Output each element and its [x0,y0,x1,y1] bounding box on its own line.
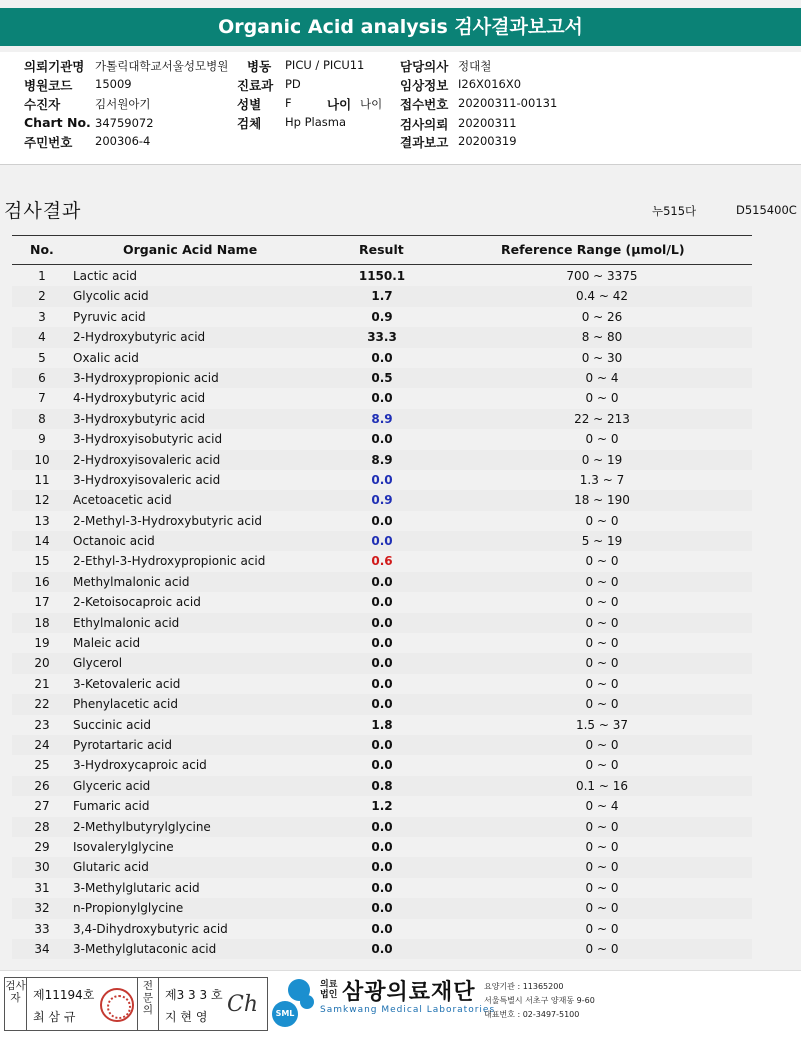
table-row [12,348,752,368]
cell-result: 0.0 [371,391,393,406]
table-row [12,613,752,633]
cell-no: 7 [38,391,46,406]
cell-no: 20 [34,656,50,671]
header-result: Result [359,242,404,257]
cell-reference-range: 0 ~ 0 [585,758,619,773]
cell-no: 27 [34,799,50,814]
cell-result: 33.3 [367,330,397,345]
cell-no: 33 [34,921,50,936]
cell-no: 18 [34,615,50,630]
cell-no: 2 [38,289,46,304]
cell-reference-range: 0 ~ 0 [585,513,619,528]
request-date-label: 검사의뢰 [400,117,449,132]
table-row [12,592,752,612]
cell-result: 0.0 [371,636,393,651]
institution-label: 의뢰기관명 [24,59,85,74]
table-row [12,755,752,775]
cell-result: 0.0 [371,350,393,365]
age-value: 나이 [360,97,383,111]
specialist-license-no: 제3 3 3 호 [165,988,223,1002]
cell-acid-name: 3-Hydroxycaproic acid [73,758,207,773]
table-row [12,368,752,388]
table-row [12,450,752,470]
department-value: PD [285,77,301,91]
cell-acid-name: 2-Ketoisocaproic acid [73,595,201,610]
cell-no: 29 [34,839,50,854]
cell-result: 1150.1 [358,269,406,283]
result-date-label: 결과보고 [400,135,449,150]
header-no: No. [30,242,54,257]
test-code: D515400C [736,203,797,217]
cell-result: 0.0 [371,921,393,936]
table-row [12,898,752,918]
table-row [12,776,752,796]
cell-acid-name: 3-Ketovaleric acid [73,676,181,691]
department-label: 진료과 [237,78,274,93]
cell-no: 17 [34,595,50,610]
table-row [12,939,752,959]
cell-reference-range: 0 ~ 26 [581,309,623,324]
cell-reference-range: 22 ~ 213 [574,411,630,426]
official-seal-icon [100,988,134,1022]
cell-reference-range: 0 ~ 0 [585,574,619,589]
cell-result: 0.0 [371,839,393,854]
cell-acid-name: Pyrotartaric acid [73,737,172,752]
cell-acid-name: 3-Hydroxypropionic acid [73,370,219,385]
table-row [12,490,752,510]
cell-acid-name: Glyceric acid [73,778,151,793]
cell-reference-range: 0.4 ~ 42 [575,289,629,304]
organization-english-name: Samkwang Medical Laboratories [320,1005,496,1015]
clinical-info-label: 임상정보 [400,78,449,93]
footer [0,970,801,1041]
header-reference: Reference Range (μmol/L) [501,242,685,257]
cell-reference-range: 18 ~ 190 [574,493,630,508]
cell-reference-range: 5 ~ 19 [581,534,623,549]
cell-no: 32 [34,901,50,916]
specialist-label: 전문의 [137,978,159,1030]
tester-license-no: 제11194호 [33,988,95,1002]
cell-no: 9 [38,432,46,447]
cell-result: 0.0 [371,901,393,916]
cell-acid-name: 2-Hydroxybutyric acid [73,330,206,345]
cell-acid-name: Succinic acid [73,717,152,732]
doctor-value: 정대철 [458,59,492,73]
cell-reference-range: 1.3 ~ 7 [579,472,625,487]
organization-address: 서울특별시 서초구 양재동 9-60 [484,996,595,1005]
cell-result: 8.9 [371,452,393,467]
cell-reference-range: 0 ~ 0 [585,819,619,834]
cell-acid-name: Glycerol [73,656,123,671]
cell-acid-name: 2-Hydroxyisovaleric acid [73,452,221,467]
test-code-korean: 누515다 [652,204,697,218]
cell-acid-name: Pyruvic acid [73,309,146,324]
institution-value: 가톨릭대학교서울성모병원 [95,59,229,73]
cell-reference-range: 1.5 ~ 37 [575,717,629,732]
cell-reference-range: 0 ~ 0 [585,391,619,406]
ward-value: PICU / PICU11 [285,58,365,72]
cell-acid-name: 4-Hydroxybutyric acid [73,391,206,406]
specialist-signature: Ch [227,992,259,1017]
cell-no: 19 [34,636,50,651]
cell-result: 0.8 [371,778,393,793]
cell-no: 26 [34,778,50,793]
cell-result: 1.7 [371,289,393,304]
cell-acid-name: Lactic acid [73,269,137,283]
corporation-tag [320,980,337,1000]
cell-reference-range: 8 ~ 80 [581,330,623,345]
hospital-code-value: 15009 [95,77,132,91]
cell-reference-range: 0 ~ 0 [585,656,619,671]
cell-reference-range: 0 ~ 0 [585,676,619,691]
cell-reference-range: 0 ~ 0 [585,860,619,875]
sex-label: 성별 [237,97,262,112]
cell-result: 0.6 [371,554,393,569]
institution-code: 요양기관 : 11365200 [484,982,564,991]
cell-acid-name: Methylmalonic acid [73,574,190,589]
specialist-name: 지 현 영 [165,1010,208,1024]
cell-reference-range: 0 ~ 0 [585,432,619,447]
doctor-label: 담당의사 [400,59,449,74]
cell-reference-range: 700 ~ 3375 [566,269,638,283]
sex-value: F [285,96,292,110]
cell-reference-range: 0 ~ 0 [585,697,619,712]
cell-no: 3 [38,309,46,324]
cell-no: 30 [34,860,50,875]
organization-phone: 대표번호 : 02-3497-5100 [484,1010,580,1019]
cell-no: 12 [34,493,50,508]
cell-no: 16 [34,574,50,589]
table-row [12,857,752,877]
cell-acid-name: 3-Hydroxybutyric acid [73,411,206,426]
table-row [12,633,752,653]
signature-box [4,977,268,1031]
cell-reference-range: 0 ~ 0 [585,615,619,630]
cell-no: 6 [38,370,46,385]
patient-value: 김서원아기 [95,97,151,111]
clinical-info-value: I26X016X0 [458,77,522,91]
report-title: Organic Acid analysis 검사결과보고서 [0,8,801,46]
cell-no: 10 [34,452,50,467]
table-row [12,429,752,449]
table-row [12,878,752,898]
cell-reference-range: 0 ~ 4 [585,799,619,814]
cell-no: 23 [34,717,50,732]
table-row [12,653,752,673]
cell-acid-name: Glycolic acid [73,289,149,304]
cell-result: 1.2 [371,799,393,814]
results-table-body [12,266,752,959]
table-row [12,735,752,755]
cell-reference-range: 0 ~ 0 [585,554,619,569]
logo-mark-dot-icon [300,995,314,1009]
cell-result: 0.9 [371,309,393,324]
cell-result: 0.0 [371,819,393,834]
table-row [12,919,752,939]
corporation-tag-line2: 법인 [320,990,338,1000]
cell-acid-name: 3-Methylglutaconic acid [73,941,217,956]
table-row [12,837,752,857]
cell-acid-name: Fumaric acid [73,799,150,814]
ward-label: 병동 [247,59,272,74]
cell-acid-name: 2-Ethyl-3-Hydroxypropionic acid [73,554,266,569]
receipt-no-value: 20200311-00131 [458,96,558,110]
table-header [12,235,752,265]
resident-no-label: 주민번호 [24,135,73,150]
table-row [12,286,752,306]
logo-sml: SML [272,1001,298,1027]
table-row [12,694,752,714]
cell-result: 0.0 [371,513,393,528]
corporation-tag-line1: 의료 [320,980,338,990]
chart-no-value: 34759072 [95,116,154,130]
cell-acid-name: Isovalerylglycine [73,839,174,854]
cell-no: 34 [34,941,50,956]
cell-result: 0.0 [371,697,393,712]
cell-no: 22 [34,697,50,712]
cell-result: 0.0 [371,432,393,447]
cell-no: 28 [34,819,50,834]
cell-reference-range: 0 ~ 0 [585,636,619,651]
table-row [12,307,752,327]
cell-result: 0.0 [371,880,393,895]
specimen-label: 검체 [237,116,262,131]
table-row [12,715,752,735]
table-row [12,388,752,408]
resident-no-value: 200306-4 [95,134,151,148]
cell-result: 0.0 [371,676,393,691]
request-date-value: 20200311 [458,116,517,130]
cell-acid-name: 2-Methyl-3-Hydroxybutyric acid [73,513,262,528]
section-title: 검사결과 [4,200,82,222]
table-row [12,511,752,531]
age-label: 나이 [327,97,352,112]
cell-acid-name: 3-Hydroxyisobutyric acid [73,432,223,447]
cell-reference-range: 0 ~ 4 [585,370,619,385]
cell-reference-range: 0 ~ 30 [581,350,623,365]
hospital-code-label: 병원코드 [24,78,73,93]
cell-reference-range: 0 ~ 19 [581,452,623,467]
cell-result: 0.5 [371,370,393,385]
table-row [12,470,752,490]
cell-result: 0.0 [371,656,393,671]
cell-acid-name: Acetoacetic acid [73,493,172,508]
cell-result: 0.0 [371,758,393,773]
cell-acid-name: Oxalic acid [73,350,139,365]
chart-no-label: Chart No. [24,115,91,130]
cell-no: 24 [34,737,50,752]
organization-name: 삼광의료재단 [342,980,476,1005]
cell-acid-name: 3,4-Dihydroxybutyric acid [73,921,228,936]
cell-result: 0.0 [371,595,393,610]
cell-reference-range: 0 ~ 0 [585,941,619,956]
cell-acid-name: Octanoic acid [73,534,155,549]
cell-reference-range: 0 ~ 0 [585,839,619,854]
header-name: Organic Acid Name [123,242,258,257]
cell-result: 0.0 [371,860,393,875]
cell-reference-range: 0 ~ 0 [585,921,619,936]
cell-no: 11 [34,472,50,487]
cell-no: 5 [38,350,46,365]
cell-acid-name: Phenylacetic acid [73,697,178,712]
patient-info-panel [0,52,801,165]
cell-reference-range: 0 ~ 0 [585,595,619,610]
cell-acid-name: 3-Hydroxyisovaleric acid [73,472,221,487]
table-row [12,572,752,592]
cell-result: 0.0 [371,941,393,956]
cell-reference-range: 0 ~ 0 [585,737,619,752]
cell-no: 13 [34,513,50,528]
cell-acid-name: n-Propionylglycine [73,901,184,916]
cell-reference-range: 0.1 ~ 16 [575,778,629,793]
table-row [12,796,752,816]
cell-no: 4 [38,330,46,345]
table-row [12,266,752,286]
cell-result: 0.0 [371,615,393,630]
cell-no: 14 [34,534,50,549]
cell-no: 8 [38,411,46,426]
table-row [12,674,752,694]
cell-reference-range: 0 ~ 0 [585,880,619,895]
cell-reference-range: 0 ~ 0 [585,901,619,916]
cell-result: 0.0 [371,737,393,752]
cell-result: 1.8 [371,717,393,732]
cell-no: 31 [34,880,50,895]
cell-no: 15 [34,554,50,569]
result-date-value: 20200319 [458,134,517,148]
table-row [12,409,752,429]
cell-result: 0.9 [371,493,393,508]
cell-acid-name: Glutaric acid [73,860,149,875]
cell-acid-name: Maleic acid [73,636,141,651]
specimen-value: Hp Plasma [285,115,347,129]
tester-name: 최 삼 규 [33,1010,76,1024]
cell-acid-name: 2-Methylbutyrylglycine [73,819,211,834]
tester-label: 검사자 [5,978,27,1030]
receipt-no-label: 접수번호 [400,97,449,112]
cell-result: 8.9 [371,411,393,426]
table-row [12,551,752,571]
cell-result: 0.0 [371,472,393,487]
patient-label: 수진자 [24,97,61,112]
cell-no: 25 [34,758,50,773]
cell-acid-name: Ethylmalonic acid [73,615,180,630]
cell-no: 1 [38,269,46,283]
table-row [12,531,752,551]
table-row [12,817,752,837]
cell-no: 21 [34,676,50,691]
cell-result: 0.0 [371,574,393,589]
table-row [12,327,752,347]
cell-result: 0.0 [371,534,393,549]
cell-acid-name: 3-Methylglutaric acid [73,880,200,895]
